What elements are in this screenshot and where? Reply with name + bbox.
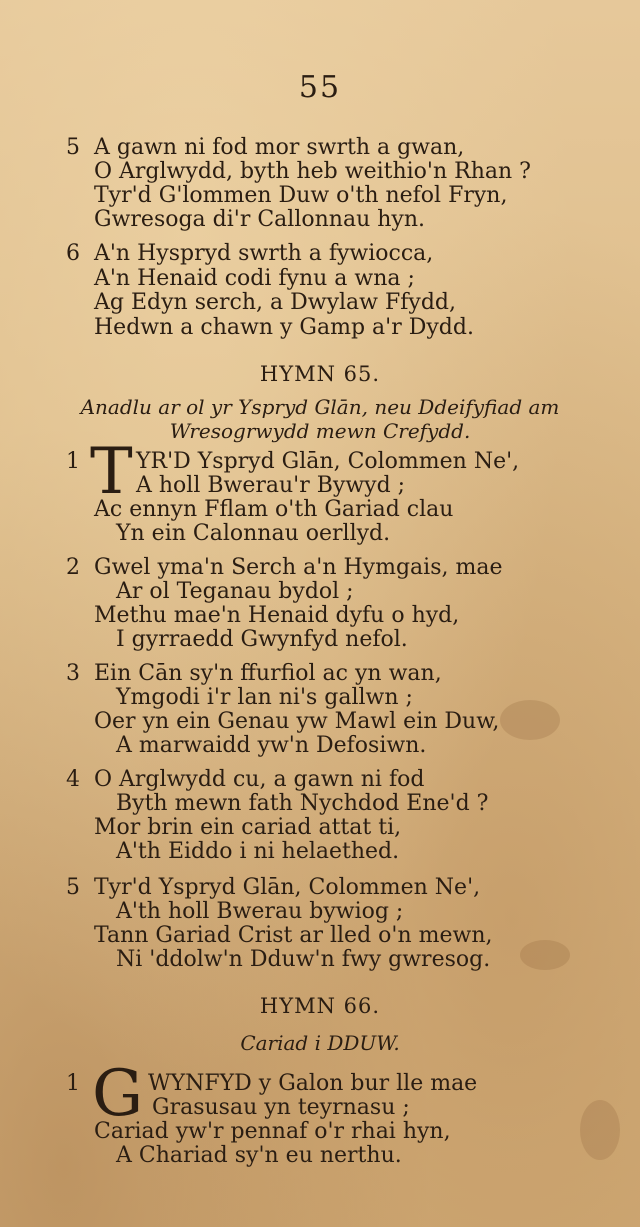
verse-line: Tann Gariad Crist ar lled o'n mewn, — [94, 923, 493, 948]
hymn-title: HYMN 65. — [259, 362, 381, 386]
verse-line: Gwresoga di'r Callonnau hyn. — [94, 207, 425, 232]
verse-line: Ag Edyn serch, a Dwylaw Ffydd, — [94, 290, 456, 315]
drop-cap: G — [92, 1057, 144, 1131]
verse-line: Tyr'd Yspryd Glān, Colommen Ne', — [94, 875, 481, 900]
verse-line: Mor brin ein cariad attat ti, — [94, 815, 402, 840]
verse-line: A'n Henaid codi fynu a wna ; — [94, 266, 415, 291]
verse-line: O Arglwydd, byth heb weithio'n Rhan ? — [94, 159, 531, 184]
verse-line: Ni 'ddolw'n Dduw'n fwy gwresog. — [116, 947, 491, 972]
verse-number: 2 — [66, 555, 80, 580]
verse-line: Hedwn a chawn y Gamp a'r Dydd. — [94, 315, 474, 340]
foxing-stain — [500, 700, 560, 740]
verse-number: 1 — [66, 1071, 80, 1096]
verse-line: O Arglwydd cu, a gawn ni fod — [94, 767, 425, 792]
verse-line: YR'D Yspryd Glān, Colommen Ne', — [136, 449, 520, 474]
verse-number: 5 — [66, 875, 80, 900]
verse-line: Byth mewn fath Nychdod Ene'd ? — [116, 791, 489, 816]
hymn-subtitle: Anadlu ar ol yr Yspryd Glān, neu Ddeifyfiad am — [80, 395, 560, 419]
hymn-title: HYMN 66. — [259, 994, 381, 1018]
verse-number: 3 — [66, 661, 80, 686]
hymn-subtitle: Cariad i DDUW. — [240, 1031, 400, 1055]
verse-line: A'th Eiddo i ni helaethed. — [116, 839, 400, 864]
verse-line: Methu mae'n Henaid dyfu o hyd, — [94, 603, 460, 628]
page-number: 55 — [298, 70, 342, 105]
verse-line: Tyr'd G'lommen Duw o'th nefol Fryn, — [94, 183, 508, 208]
verse-line: Oer yn ein Genau yw Mawl ein Duw, — [94, 709, 500, 734]
verse-line: A gawn ni fod mor swrth a gwan, — [94, 135, 465, 160]
verse-line: A'n Hyspryd swrth a fywiocca, — [94, 241, 434, 266]
verse-line: A holl Bwerau'r Bywyd ; — [136, 473, 406, 498]
verse-line: Ar ol Teganau bydol ; — [116, 579, 354, 604]
foxing-stain — [520, 940, 570, 970]
hymn-subtitle: Wresogrwydd mewn Crefydd. — [169, 419, 471, 443]
verse-line: I gyrraedd Gwynfyd nefol. — [116, 627, 408, 652]
verse-number: 4 — [66, 767, 80, 792]
verse-line: Grasusau yn teyrnasu ; — [152, 1095, 410, 1120]
verse-line: A Chariad sy'n eu nerthu. — [116, 1143, 402, 1168]
verse-number: 5 — [66, 135, 80, 160]
verse-line: Ein Cān sy'n ffurfiol ac yn wan, — [94, 661, 442, 686]
foxing-stain — [580, 1100, 620, 1160]
verse-line: WYNFYD y Galon bur lle mae — [148, 1071, 478, 1096]
verse-line: Ymgodi i'r lan ni's gallwn ; — [116, 685, 413, 710]
verse-number: 6 — [66, 241, 80, 266]
verse-line: A marwaidd yw'n Defosiwn. — [116, 733, 427, 758]
verse-line: A'th holl Bwerau bywiog ; — [116, 899, 404, 924]
verse-line: Gwel yma'n Serch a'n Hymgais, mae — [94, 555, 503, 580]
verse-number: 1 — [66, 449, 80, 474]
drop-cap: T — [90, 435, 133, 509]
verse-line: Ac ennyn Fflam o'th Gariad clau — [94, 497, 454, 522]
verse-line: Yn ein Calonnau oerllyd. — [116, 521, 391, 546]
verse-line: Cariad yw'r pennaf o'r rhai hyn, — [94, 1119, 451, 1144]
